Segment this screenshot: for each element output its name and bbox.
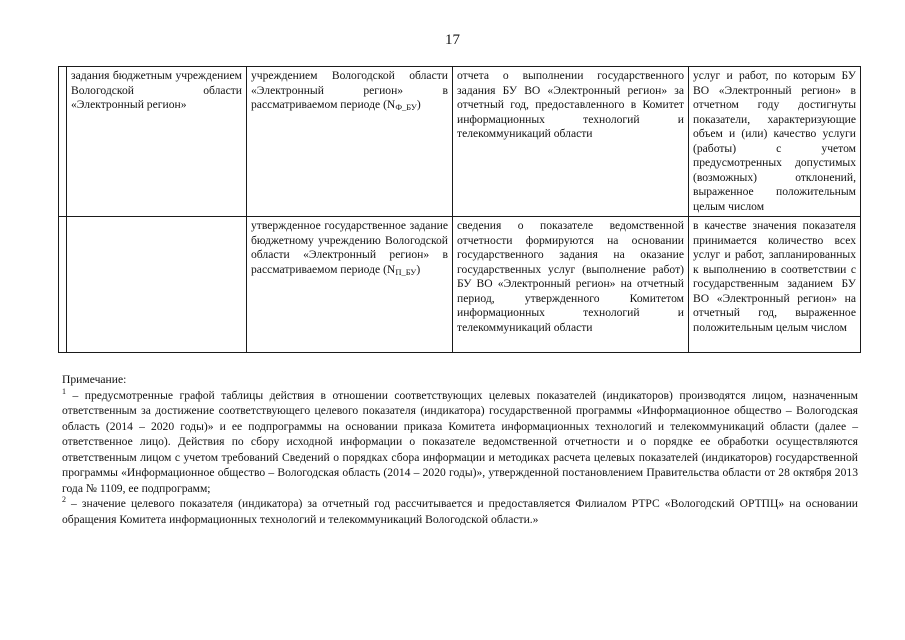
cell-text-end: ): [416, 262, 421, 276]
footnote-item: [62, 388, 858, 497]
cell-text: учреждением Вологодской области «Электронный регион» в рассматриваемом периоде (N: [251, 69, 448, 111]
table-cell-definition: задания бюджетным учреждением Вологодской области «Электронный регион»: [67, 67, 247, 217]
table-row: [59, 217, 861, 353]
indicator-table: [58, 66, 861, 353]
table-cell-definition: [67, 217, 247, 353]
cell-text-end: ): [416, 98, 421, 111]
page-number: 17: [445, 32, 460, 48]
footnote-mark: 2: [62, 495, 66, 505]
table-row: [59, 67, 861, 217]
footnote-text: – предусмотренные графой таблицы действия в отношении соответствующих целевых показателей (индикаторов) производятся лицом, назначенным ответственным за достижение соответствующего целевого показателя (индикатора) государственной программы «Информационное общество – Вологодская область (2014 – 2020 годы)» и ее подпрограммы на основании приказа Комитета информационных технологий и телекоммуникаций области (далее – ответственное лицо). Действия по сбору исходной информации о показателе ведомственной отчетности и о порядке ее обработки осуществляются ответственным лицом с учетом требований Сведений о порядках сбора информации и методиках расчета целевых показателей (индикаторов) государственной программы «Информационное общество – Вологодская область (2014 – 2020 годы)», утвержденной постановлением Правительства области от 28 октября 2013 года № 1109, ее подпрограмм;: [62, 388, 858, 495]
footnote-mark: 1: [62, 386, 66, 396]
table-cell-source: сведения о показателе ведомственной отчетности формируются на основании государственного задания на оказание государственных услуг (выполнение работ) БУ ВО «Электронный регион» на отчетный период, утвержденного Комитетом информационных технологий и телекоммуникаций области: [453, 217, 689, 353]
table-cell-method: услуг и работ, по которым БУ ВО «Электронный регион» в отчетном году достигнуты показатели, характеризующие объем и (или) качество услуги (работы) с учетом предусмотренных допустимых (возможных) отклонений, выраженное положительным целым числом: [689, 67, 861, 217]
footnotes: [62, 372, 858, 527]
variable-subscript: П_БУ: [395, 266, 417, 277]
footnote-item: [62, 496, 858, 527]
footnotes-heading: Примечание:: [62, 373, 127, 386]
table-cell-method: в качестве значения показателя принимается количество всех услуг и работ, запланированных к выполнению в соответствии с государственным заданием БУ ВО «Электронный регион» на отчетный год, выраженное положительным целым числом: [689, 217, 861, 353]
variable-subscript: Ф_БУ: [395, 102, 417, 112]
table-cell-variable: [247, 217, 453, 353]
table-cell-variable: [247, 67, 453, 217]
footnote-text: – значение целевого показателя (индикатора) за отчетный год рассчитывается и предоставляется Филиалом РТРС «Вологодский ОРТПЦ» на основании обращения Комитета информационных технологий и телекоммуникаций Вологодской области.»: [62, 497, 858, 526]
cell-text: утвержденное государственное задание бюджетному учреждению Вологодской области «Электронный регион» в рассматриваемом периоде (N: [251, 219, 448, 276]
table-cell-blank: [59, 217, 67, 353]
table-cell-source: отчета о выполнении государственного задания БУ ВО «Электронный регион» за отчетный год, предоставленного в Комитет информационных технологий и телекоммуникаций области: [453, 67, 689, 217]
table-cell-blank: [59, 67, 67, 217]
